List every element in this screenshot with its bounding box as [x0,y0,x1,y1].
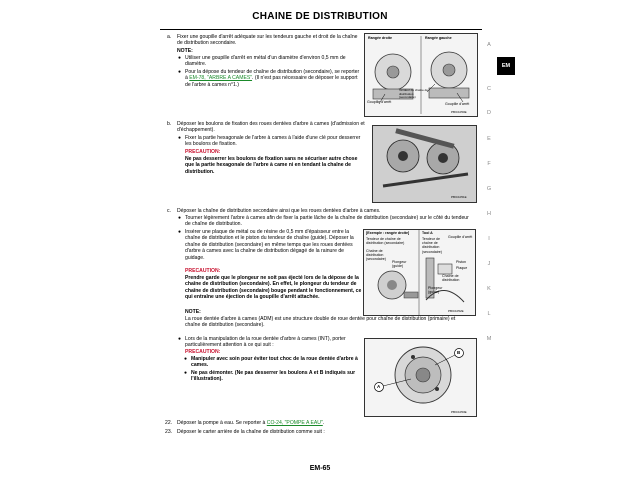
step-c-prec-bullet-1: ● Manipuler avec soin pour éviter tout choc de la roue dentée d'arbre à cames. [191,356,363,369]
index-letter-h[interactable]: H [487,211,491,217]
fig-a-label-stop-pin-1: Goupille d'arrêt [367,100,392,104]
fig-a-label-stop-pin-2: Goupille d'arrêt [445,102,470,106]
index-letter-d[interactable]: D [487,110,491,116]
figure-stop-pins [364,33,478,117]
step-c-note-label: NOTE: [185,309,201,315]
index-letter-c[interactable]: C [487,86,491,92]
fig-c1-label-plunger-right: Plongeur (guide) [428,286,443,295]
step-a-note-label: NOTE: [177,48,193,54]
step-a-bullet-2-post: . (Il n'est pas nécessaire de déposer le support de l'arbre à cames n°1.) [185,75,358,88]
step-23-text: Déposer le carter arrière de la chaîne de distribution comme suit : [177,429,325,435]
step-a-bullet-1: ● Utiliser une goupille d'arrêt en métal d'un diamètre d'environ 0,5 mm de diamètre. [185,55,361,68]
figure-camshaft-sprocket [364,338,477,417]
fig-c1-code: PBIC1052E [448,309,464,313]
step-c-bullet-3: ● Lors de la manipulation de la roue dentée d'arbre à cames (INT), porter particulièrement attention à ce qui suit : [185,336,363,349]
index-letter-i[interactable]: I [488,236,490,242]
fig-c1-label-stop-pin: Goupille d'arrêt [448,235,473,239]
fig-c2-label-b: B [457,350,461,355]
fig-c1-label-tensioner-right: Tendeur de chaîne de distribution (secondaire) [422,237,442,254]
index-letter-g[interactable]: G [486,186,492,192]
figure-chain-removal [363,229,476,316]
page-number: EM-65 [309,465,331,472]
index-letter-l[interactable]: L [487,311,491,317]
step-b-marker: b. [167,121,172,127]
fig-c1-label-chain-left: Chaîne de distribution (secondaire) [366,249,386,262]
step-b-bullet-1: ● Fixer la partie hexagonale de l'arbre à cames à l'aide d'une clé pour desserrer les boulons de fixation. [185,135,367,148]
fig-c1-label-plate: Plaque [456,266,468,270]
step-23-marker: 23. [165,429,173,435]
step-b-precaution-text: Ne pas desserrer les boulons de fixation sans ne sécuriser autre chose que la partie hexagonale de l'arbre à came ni en tendant la chaîne de distribution. [185,156,358,175]
fig-a-label-left-bank: Rangée gauche [425,36,452,40]
step-c-prec-bullet-2: ● Ne pas démonter. (Ne pas desserrer les boulons A et B indiqués sur l'illustration). [191,370,363,383]
fig-c1-label-tool-a: Tool A [422,231,433,235]
step-b-precaution-label: PRECAUTION: [185,149,221,155]
fig-c1-label-plunger-left: Plongeur (guide) [392,260,407,269]
step-c-note-text: La roue dentée d'arbre à cames (ADM) est une structure double de roue dentée pour chaîne de distribution (primaire) et chaîne de distribution (secondaire). [185,316,456,329]
co24-link[interactable]: CO-24, "POMPE A EAU" [266,420,323,426]
sprocket-bolts-illustration [373,126,476,202]
em-section-tab[interactable]: EM [497,57,515,75]
step-c-text: Déposer la chaîne de distribution secondaire ainsi que les roues dentées d'arbre à cames. [177,208,381,214]
fig-c1-label-tensioner-left: Tendeur de chaîne de distribution (secondaire) [366,237,405,246]
fig-c1-label-example: [Exemple : rangée droite] [366,231,410,235]
fig-a-label-right-bank: Rangée droite [368,36,392,40]
step-22-post: . [322,420,325,426]
step-c-precaution-label: PRECAUTION: [185,268,221,274]
title-rule [160,29,482,30]
index-letter-a[interactable]: A [487,42,491,48]
step-c-marker: c. [167,208,171,214]
figure-sprocket-bolts [372,125,477,203]
fig-a-code: PBIC1050E [451,110,467,114]
index-letter-m[interactable]: M [486,336,492,342]
step-22-text [177,420,467,426]
step-c-precaution2-label: PRECAUTION: [185,349,221,355]
step-22-pre: Déposer la pompe à eau. Se reporter à [177,420,266,426]
step-22-marker: 22. [165,420,173,426]
index-letter-f[interactable]: F [487,161,491,167]
page-title: CHAINE DE DISTRIBUTION [252,11,388,22]
step-b-text: Déposer les boulons de fixation des roues dentées d'arbre à cames (d'admission et d'échappement). [177,121,365,134]
fig-c2-code: PBIC1053E [451,410,467,414]
fig-c2-label-a: A [377,384,381,389]
step-c-bullet-1: ● Tourner légèrement l'arbre à cames afin de fixer la partie lâche de la chaîne de distribution (secondaire) sur le côté du tendeur de chaîne de distribution. [185,215,475,228]
fig-b-code: PBIC1051E [451,195,467,199]
step-c-precaution-text: Prendre garde que le plongeur ne soit pas éjecté lors de la dépose de la chaîne de distribution (secondaire). En effet, le plongeur du tendeur de chaîne de distribution (secondaire) bouge pendant le fonctionnement, ce qui entraîne une éjection de la goupille d'arrêt attachée. [185,275,362,301]
fig-c1-label-piston: Piston [456,260,466,264]
step-c-bullet-2: ● Insérer une plaque de métal ou de résine de 0,5 mm d'épaisseur entre la chaîne de distribution et le piston du tendeur de chaîne (guide). Déposer la chaîne de distribution (secondaire) en même temps que les roues dentées d'arbre à cames avec la chaîne de distribution dégagé de la rainure de guidage. [185,229,363,261]
fig-a-label-tensioner: Tendeur de chaîne de distribution (secondaire) [399,88,429,100]
step-a-bullet-2 [185,69,361,88]
index-letter-e[interactable]: E [487,136,491,142]
step-a-text: Fixer une goupille d'arrêt adéquate sur les tendeurs gauche et droit de la chaîne de distribution secondaire. [177,34,358,47]
step-a-bullet-2-pre: Pour la dépose du tendeur de chaîne de distribution (secondaire), se reporter à [185,69,360,82]
em78-link[interactable]: EM-78, "ARBRE A CAMES" [189,75,253,82]
index-letter-k[interactable]: K [487,286,491,292]
fig-c1-label-chain-right: Chaîne de distribution [442,274,460,283]
step-a-marker: a. [167,34,172,40]
index-letter-j[interactable]: J [487,261,491,267]
